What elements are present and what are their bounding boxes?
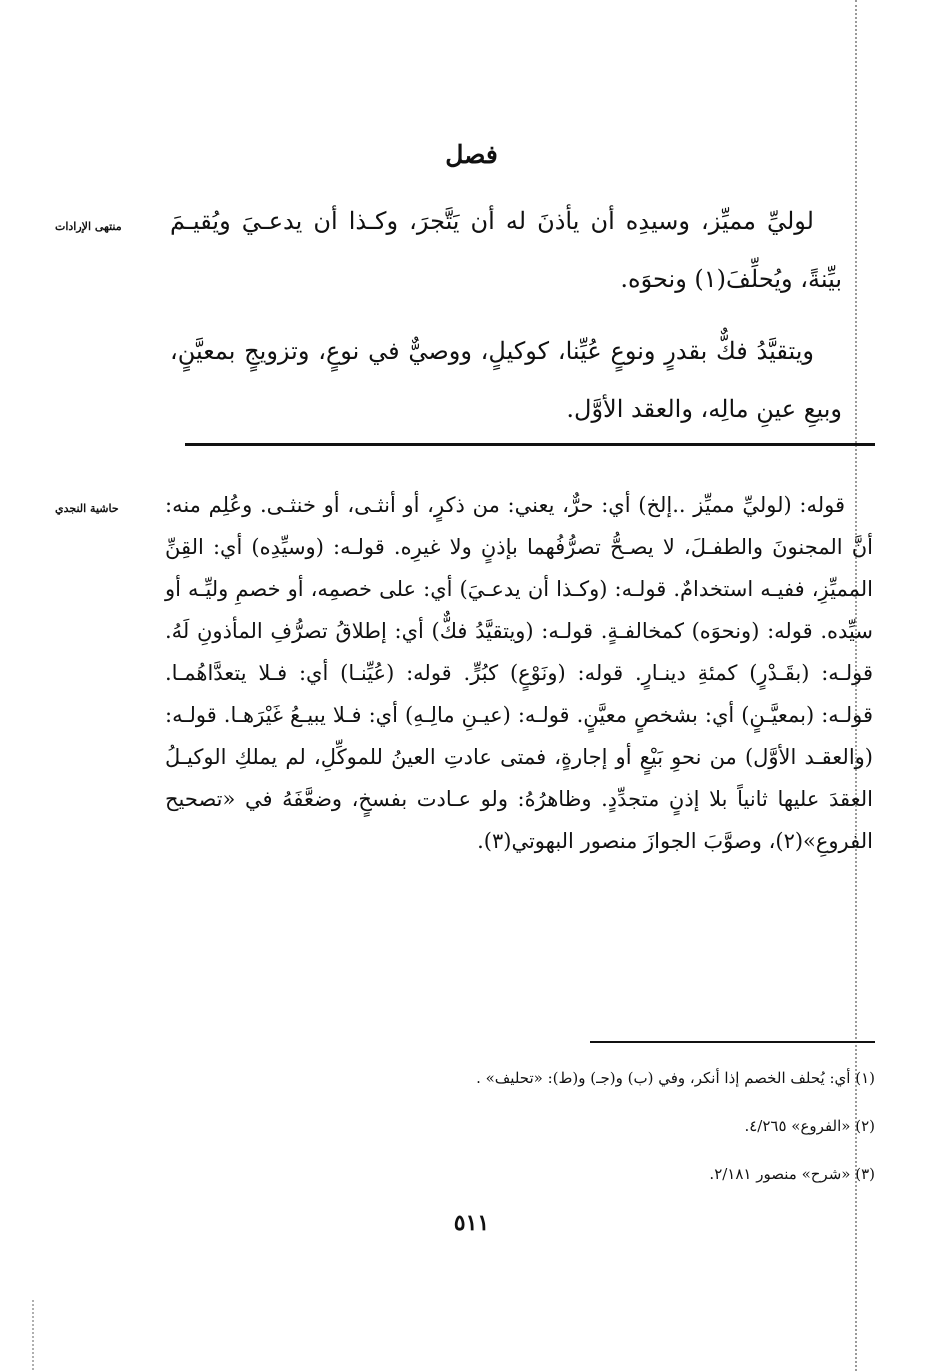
- section-divider: [185, 443, 875, 446]
- page-number: ٥١١: [453, 1210, 490, 1236]
- footnote-1: (١) أي: يُحلف الخصم إذا أنكر، وفي (ب) و(جـ) و(ط): «تحليف» .: [476, 1069, 875, 1087]
- commentary-block: [165, 484, 873, 862]
- margin-label-commentary: حاشية النجدي: [55, 502, 119, 515]
- main-paragraph-2: ويتقيَّدُ فكٌّ بقدرٍ ونوعٍ عُيِّنا، كوكيلٍ، ووصيٌّ في نوعٍ، وتزويجٍ بمعيَّنٍ، وبيعِ عينِ مالِه، والعقد الأوَّل.: [170, 337, 842, 423]
- section-title: فصل: [445, 140, 498, 169]
- main-text-paragraph-2: [170, 322, 842, 438]
- footnote-divider: [590, 1041, 875, 1043]
- margin-label-main: منتهى الإرادات: [55, 220, 122, 233]
- main-paragraph-1: لوليِّ مميِّز، وسيدِه أن يأذنَ له أن يَتَّجرَ، وكـذا أن يدعـيَ ويُقيـمَ بيِّنةً، ويُحلِّفَ(١) ونحوَه.: [170, 207, 842, 293]
- footnote-3: (٣) «شرح» منصور ٢/١٨١.: [709, 1165, 875, 1183]
- footnotes: [300, 1060, 875, 1204]
- footnote-2: (٢) «الفروع» ٤/٢٦٥.: [744, 1117, 875, 1135]
- commentary-paragraph: قوله: (لوليِّ مميِّز ..إلخ) أي: حرٌّ، يعني: من ذكرٍ، أو أنثـى، أو خنثـى. وعُلِم منه: أنَّ المجنونَ والطفـلَ، لا يصـحُّ تصرُّفُهما بإذنٍ ولا غيرِه. قولـه: (وسيِّدِه) أي: القِنِّ المميِّزِ، ففيـه استخدامٌ. قولـه: (وكـذا أن يدعـيَ) أي: على خصمِه، أو خصمِ وليِّـه أو سيِّده. قوله: (ونحوَه) كمخالفـةٍ. قولـه: (ويتقيَّدُ فكٌّ) أي: إطلاقُ تصرُّفِ المأذونِ لَهُ. قولـه: (بقَـدْرٍ) كمئةِ دينـارٍ. قوله: (ونَوْعٍ) كبُرٍّ. قوله: (عُيِّنـا) أي: فـلا يتعدَّاهُمـا. قولـه: (بمعيَّـنٍ) أي: بشخصٍ معيَّنٍ. قولـه: (عيـنِ مالِـهِ) أي: فـلا يبيـعُ غَيْرَهـا. قولـه: (والعقـد الأوَّل) من نحوِ بَيْعٍ أو إجارةٍ، فمتى عادتِ العينُ للموكِّلِ، لم يملكِ الوكيـلُ العقدَ عليها ثانياً بلا إذنٍ متجدِّدٍ. وظاهرُهُ: ولو عـادت بفسخٍ، وضعَّفَهُ في «تصحيح الفروعِ»(٢)، وصوَّبَ الجوازَ منصور البهوتي(٣).: [165, 493, 873, 853]
- left-edge-dots: [32, 1300, 34, 1370]
- main-text-paragraph-1: [170, 192, 842, 308]
